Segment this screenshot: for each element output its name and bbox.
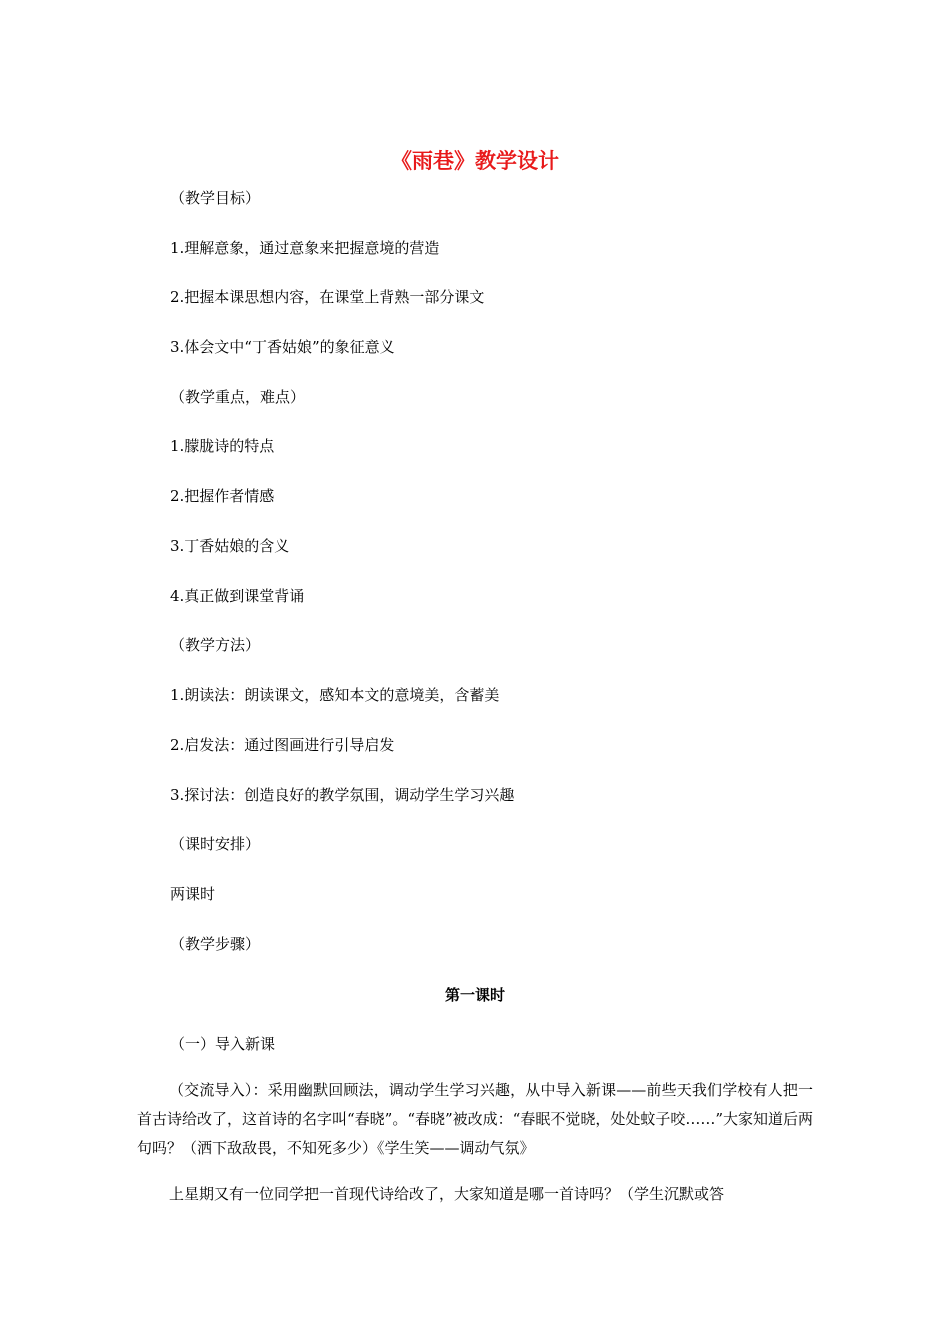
heading-teaching-steps: （教学步骤） xyxy=(170,935,261,953)
method-item-1: 1.朗读法：朗读课文，感知本文的意境美，含蓄美 xyxy=(170,686,500,704)
heading-key-points: （教学重点，难点） xyxy=(170,388,306,406)
section-heading-first-lesson: 第一课时 xyxy=(444,986,505,1004)
method-item-3: 3.探讨法：创造良好的教学氛围，调动学生学习兴趣 xyxy=(170,786,515,804)
document-title: 《雨巷》教学设计 xyxy=(391,148,559,173)
paragraph-continued: 上星期又有一位同学把一首现代诗给改了，大家知道是哪一首诗吗？（学生沉默或答 xyxy=(169,1185,725,1203)
goal-item-2: 2.把握本课思想内容，在课堂上背熟一部分课文 xyxy=(170,288,485,306)
heading-class-schedule: （课时安排） xyxy=(170,835,261,853)
key-point-item-1: 1.朦胧诗的特点 xyxy=(170,437,275,455)
key-point-item-3: 3.丁香姑娘的含义 xyxy=(170,537,290,555)
goal-item-1: 1.理解意象，通过意象来把握意境的营造 xyxy=(170,239,440,257)
key-point-item-2: 2.把握作者情感 xyxy=(170,487,275,505)
goal-item-3: 3.体会文中“丁香姑娘”的象征意义 xyxy=(170,338,395,356)
key-point-item-4: 4.真正做到课堂背诵 xyxy=(170,587,305,605)
subheading-introduction: （一）导入新课 xyxy=(170,1035,276,1053)
class-schedule-value: 两课时 xyxy=(170,885,216,903)
method-item-2: 2.启发法：通过图画进行引导启发 xyxy=(170,736,395,754)
heading-teaching-goals: （教学目标） xyxy=(170,189,261,207)
paragraph-introduction: （交流导入）：采用幽默回顾法，调动学生学习兴趣，从中导入新课——前些天我们学校有人把一首古诗给改了，这首诗的名字叫“春晓”。“春晓”被改成：“春眠不觉晓，处处蚊子咬……”大家知道后两句吗？（洒下敌敌畏，不知死多少）《学生笑——调动气氛》 xyxy=(137,1081,814,1157)
heading-teaching-methods: （教学方法） xyxy=(170,636,261,654)
